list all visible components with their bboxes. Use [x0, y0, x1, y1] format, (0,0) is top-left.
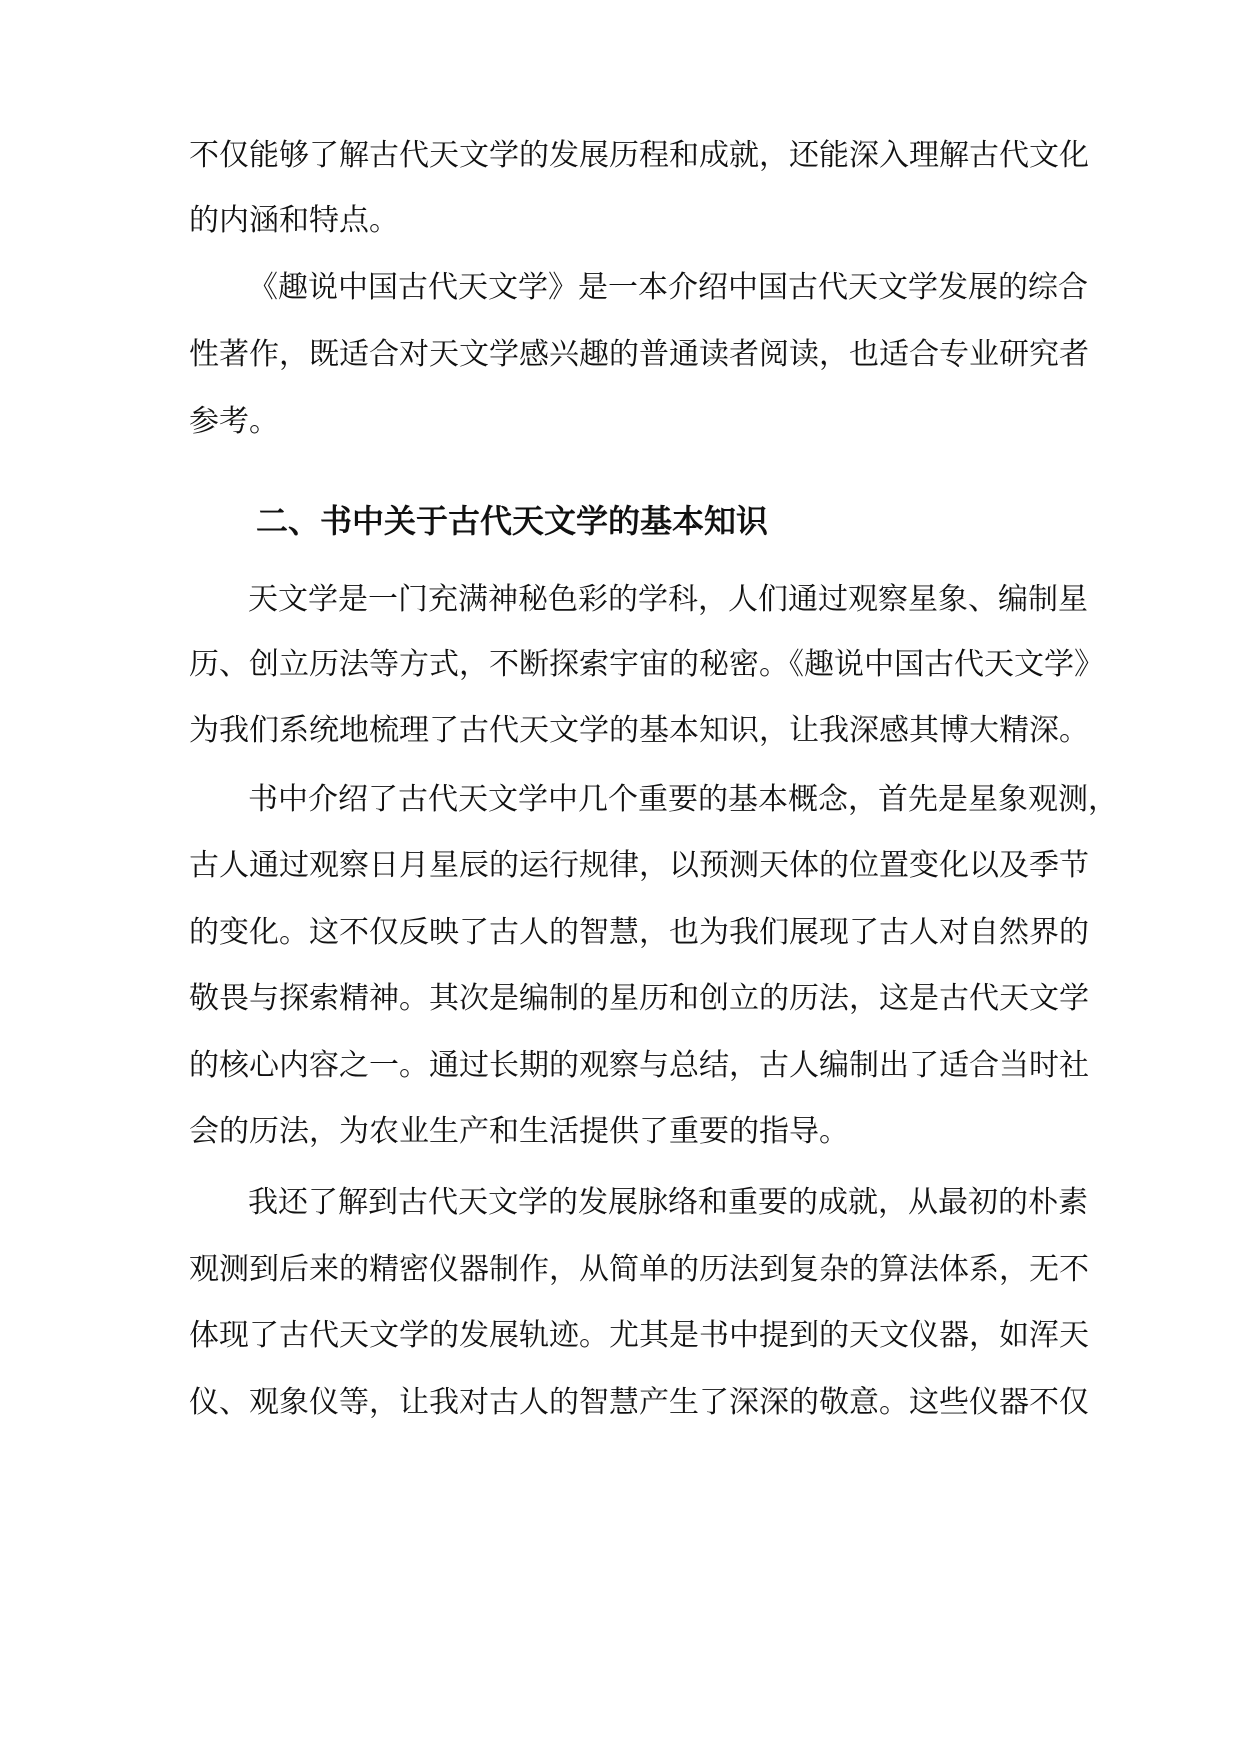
- paragraph-line: 的变化。这不仅反映了古人的智慧，也为我们展现了古人对自然界的: [189, 915, 1089, 950]
- paragraph-line: 参考。: [189, 404, 279, 439]
- paragraph-line: 仪、观象仪等，让我对古人的智慧产生了深深的敬意。这些仪器不仅: [189, 1385, 1089, 1420]
- section-heading: 二、书中关于古代天文学的基本知识: [256, 502, 769, 540]
- paragraph-line: 的内涵和特点。: [189, 203, 399, 238]
- paragraph-line: 不仅能够了解古代天文学的发展历程和成就，还能深入理解古代文化: [189, 138, 1089, 173]
- paragraph-line: 会的历法，为农业生产和生活提供了重要的指导。: [189, 1114, 849, 1149]
- paragraph-line: 我还了解到古代天文学的发展脉络和重要的成就，从最初的朴素: [248, 1185, 1088, 1220]
- paragraph-line: 天文学是一门充满神秘色彩的学科，人们通过观察星象、编制星: [248, 582, 1088, 617]
- paragraph-line: 历、创立历法等方式，不断探索宇宙的秘密。《趣说中国古代天文学》: [189, 647, 1104, 682]
- paragraph-line: 为我们系统地梳理了古代天文学的基本知识，让我深感其博大精深。: [189, 713, 1089, 748]
- paragraph-line: 敬畏与探索精神。其次是编制的星历和创立的历法，这是古代天文学: [189, 981, 1089, 1016]
- paragraph-line: 性著作，既适合对天文学感兴趣的普通读者阅读，也适合专业研究者: [189, 337, 1089, 372]
- paragraph-line: 体现了古代天文学的发展轨迹。尤其是书中提到的天文仪器，如浑天: [189, 1318, 1089, 1353]
- paragraph-line: 的核心内容之一。通过长期的观察与总结，古人编制出了适合当时社: [189, 1048, 1089, 1083]
- paragraph-line: 《趣说中国古代天文学》是一本介绍中国古代天文学发展的综合: [248, 270, 1088, 305]
- paragraph-line: 古人通过观察日月星辰的运行规律，以预测天体的位置变化以及季节: [189, 848, 1089, 883]
- paragraph-line: 书中介绍了古代天文学中几个重要的基本概念，首先是星象观测，: [248, 782, 1118, 817]
- paragraph-line: 观测到后来的精密仪器制作，从简单的历法到复杂的算法体系，无不: [189, 1252, 1089, 1287]
